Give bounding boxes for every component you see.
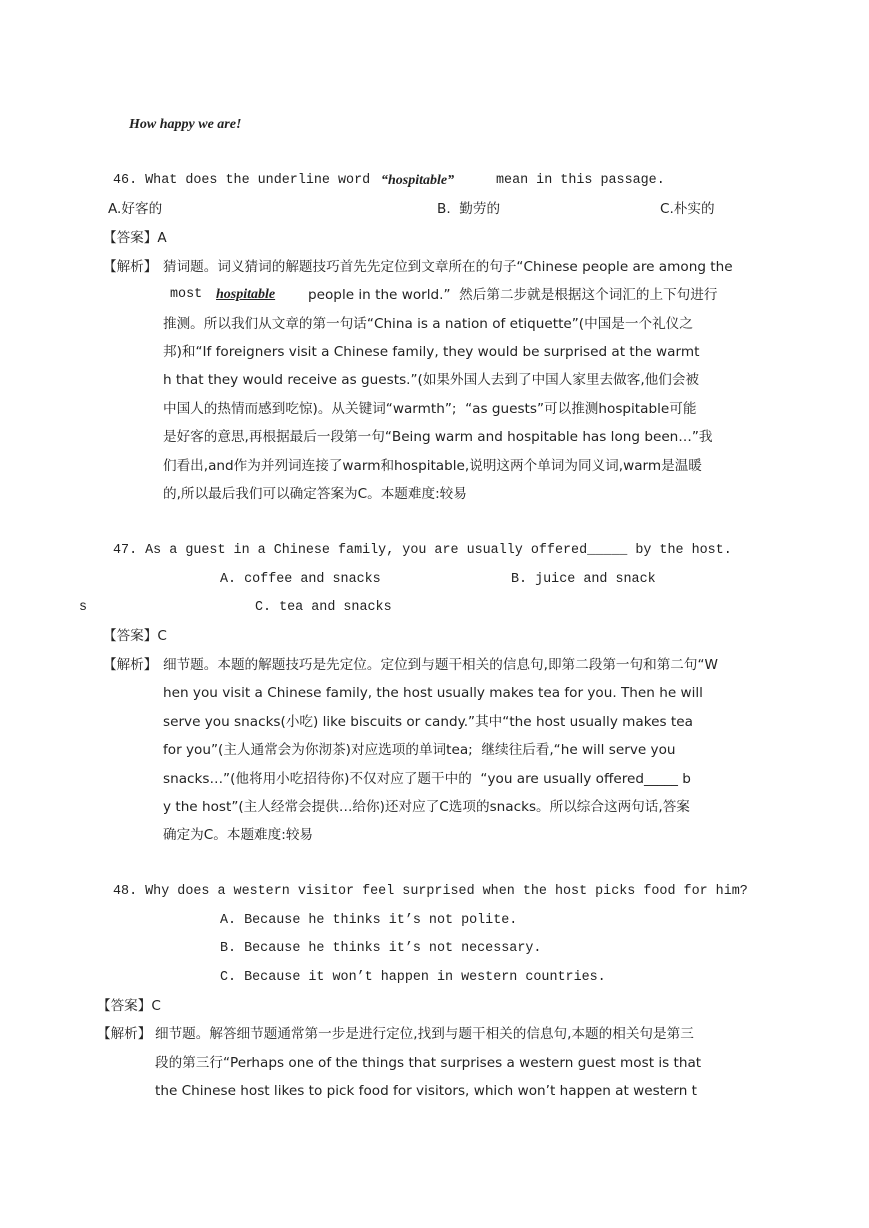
question-47-option-c: C. tea and snacks xyxy=(255,600,392,615)
question-48-analysis-label: 【解析】 xyxy=(97,1026,152,1042)
question-47-text: 47. As a guest in a Chinese family, you are usually offered_____ by the host. xyxy=(113,543,732,558)
question-46-analysis-line: 们看出,and作为并列词连接了warm和hospitable,说明这两个单词为同义词,warm是温暖 xyxy=(163,458,702,474)
question-47-option-b-wrap: s xyxy=(79,600,88,615)
question-47-analysis-line: 细节题。本题的解题技巧是先定位。定位到与题干相关的信息句,即第二段第一句和第二句“W xyxy=(163,657,718,673)
question-47-analysis-line: snacks…”(他将用小吃招待你)不仅对应了题干中的 “you are usually offered_____ b xyxy=(163,771,691,787)
question-46-word: “hospitable” xyxy=(381,173,455,188)
question-46-analysis-line: 猜词题。词义猜词的解题技巧首先先定位到文章所在的句子“Chinese people are among the xyxy=(163,259,733,275)
question-46-analysis-line: people in the world.” 然后第二步就是根据这个词汇的上下句进行 xyxy=(308,287,718,303)
question-48-answer: 【答案】C xyxy=(97,998,161,1014)
question-47-answer: 【答案】C xyxy=(103,628,167,644)
question-46-option-c: C.朴实的 xyxy=(660,201,715,217)
question-47-option-a: A. coffee and snacks xyxy=(220,572,381,587)
question-48-analysis-line: 段的第三行“Perhaps one of the things that surprises a western guest most is that xyxy=(155,1055,702,1071)
question-48-option-a: A. Because he thinks it’s not polite. xyxy=(220,913,518,928)
question-48-option-c: C. Because it won’t happen in western countries. xyxy=(220,970,606,985)
question-46-analysis-underlined-word: hospitable xyxy=(216,287,276,302)
question-46-answer: 【答案】A xyxy=(103,230,167,246)
question-47-analysis-line: serve you snacks(小吃) like biscuits or candy.”其中“the host usually makes tea xyxy=(163,714,693,730)
question-46-option-a: A.好客的 xyxy=(108,201,163,217)
question-46-analysis-line: most xyxy=(170,287,203,302)
question-47-analysis-line: y the host”(主人经常会提供…给你)还对应了C选项的snacks。所以综合这两句话,答案 xyxy=(163,799,690,815)
question-46-analysis-line: 是好客的意思,再根据最后一段第一句“Being warm and hospitable has long been…”我 xyxy=(163,429,713,445)
question-46-text: 46. What does the underline word xyxy=(113,173,371,188)
question-48-analysis-line: the Chinese host likes to pick food for visitors, which won’t happen at western t xyxy=(155,1083,697,1099)
question-46-analysis-line: 的,所以最后我们可以确定答案为C。本题难度:较易 xyxy=(163,486,467,502)
question-46-analysis-line: h that they would receive as guests.”(如果外国人去到了中国人家里去做客,他们会被 xyxy=(163,372,700,388)
question-46-analysis-line: 中国人的热情而感到吃惊)。从关键词“warmth”; “as guests”可以推测hospitable可能 xyxy=(163,401,697,417)
question-46-tail: mean in this passage. xyxy=(496,173,665,188)
question-48-option-b: B. Because he thinks it’s not necessary. xyxy=(220,941,542,956)
question-47-analysis-line: hen you visit a Chinese family, the host usually makes tea for you. Then he will xyxy=(163,685,703,701)
question-46-option-b: B. 勤劳的 xyxy=(437,201,501,217)
question-47-analysis-line: 确定为C。本题难度:较易 xyxy=(163,827,314,843)
question-48-text: 48. Why does a western visitor feel surprised when the host picks food for him? xyxy=(113,884,748,899)
question-46-analysis-label: 【解析】 xyxy=(103,259,158,275)
question-48-analysis-line: 细节题。解答细节题通常第一步是进行定位,找到与题干相关的信息句,本题的相关句是第三 xyxy=(155,1026,694,1042)
question-46-analysis-line: 推测。所以我们从文章的第一句话“China is a nation of etiquette”(中国是一个礼仪之 xyxy=(163,316,693,332)
closing-line: How happy we are! xyxy=(129,117,242,132)
question-47-option-b: B. juice and snack xyxy=(511,572,656,587)
question-46-analysis-line: 邦)和“If foreigners visit a Chinese family, they would be surprised at the warmt xyxy=(163,344,700,360)
question-47-analysis-line: for you”(主人通常会为你沏茶)对应选项的单词tea; 继续往后看,“he will serve you xyxy=(163,742,676,758)
question-47-analysis-label: 【解析】 xyxy=(103,657,158,673)
